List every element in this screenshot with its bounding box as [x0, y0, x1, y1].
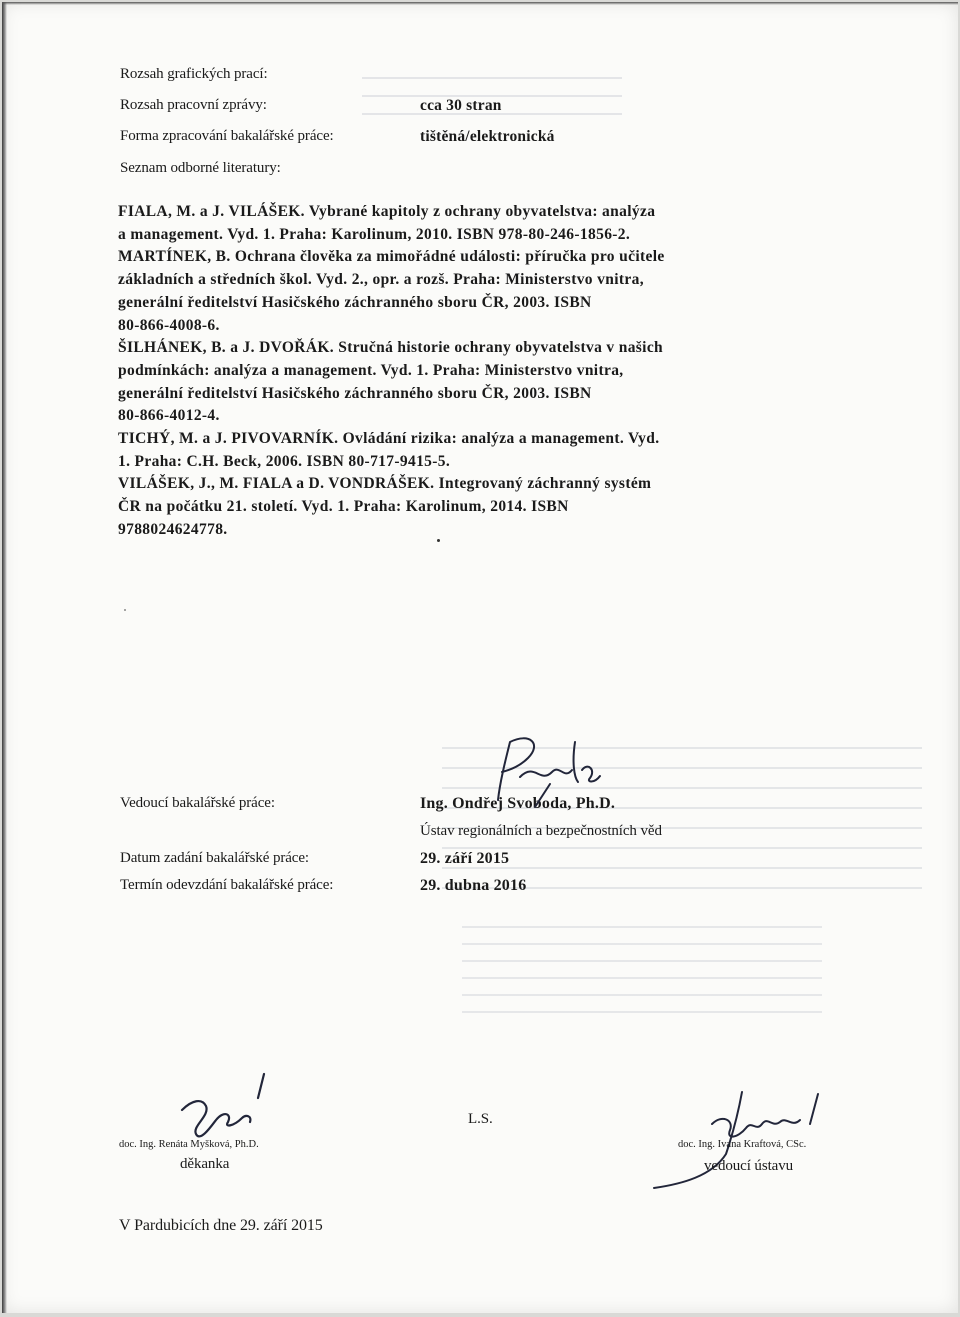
scan-speck — [437, 539, 440, 542]
literature-line: ŠILHÁNEK, B. a J. DVOŘÁK. Stručná historie ochrany obyvatelstva v našich — [118, 339, 664, 357]
literature-line: 80-866-4008-6. — [118, 316, 220, 334]
supervisor-label: Vedoucí bakalářské práce: — [120, 795, 275, 811]
literature-line: generální ředitelství Hasičského záchranného sboru ČR, 2003. ISBN — [118, 293, 592, 311]
head-role: vedoucí ústavu — [704, 1158, 793, 1174]
graphics-scope-label: Rozsah grafických prací: — [120, 66, 268, 82]
literature-line: VILÁŠEK, J., M. FIALA a D. VONDRÁŠEK. Integrovaný záchranný systém — [118, 475, 652, 493]
literature-line: generální ředitelství Hasičského záchranného sboru ČR, 2003. ISBN — [118, 384, 592, 402]
literature-line: 1. Praha: C.H. Beck, 2006. ISBN 80-717-9415-5. — [118, 452, 451, 470]
literature-line: a management. Vyd. 1. Praha: Karolinum, 2010. ISBN 978-80-246-1856-2. — [118, 225, 631, 243]
thesis-form-label: Forma zpracování bakalářské práce: — [120, 128, 334, 144]
literature-line: 9788024624778. — [118, 520, 228, 538]
supervisor-signature — [480, 722, 610, 812]
report-scope-label: Rozsah pracovní zprávy: — [120, 97, 267, 113]
place-and-date: V Pardubicích dne 29. září 2015 — [119, 1217, 323, 1234]
scan-edge — [2, 2, 7, 1313]
head-name: doc. Ing. Ivana Kraftová, CSc. — [678, 1139, 807, 1150]
assigned-date-label: Datum zadání bakalářské práce: — [120, 850, 309, 866]
dean-role: děkanka — [180, 1156, 230, 1172]
supervisor-name: Ing. Ondřej Svoboda, Ph.D. — [420, 795, 616, 812]
literature-label: Seznam odborné literatury: — [120, 160, 281, 176]
literature-line: TICHÝ, M. a J. PIVOVARNÍK. Ovládání rizika: analýza a management. Vyd. — [118, 430, 660, 448]
dean-name: doc. Ing. Renáta Myšková, Ph.D. — [119, 1139, 259, 1150]
literature-line: základních a středních škol. Vyd. 2., opr. a rozš. Praha: Ministerstvo vnitra, — [118, 271, 644, 289]
literature-line: MARTÍNEK, B. Ochrana člověka za mimořádné události: příručka pro učitele — [118, 248, 665, 266]
bleed-through-text — [462, 917, 822, 1027]
thesis-form-value: tištěná/elektronická — [420, 128, 555, 145]
literature-line: FIALA, M. a J. VILÁŠEK. Vybrané kapitoly z ochrany obyvatelstva: analýza — [118, 203, 656, 220]
report-scope-value: cca 30 stran — [420, 97, 502, 114]
due-date-label: Termín odevzdání bakalářské práce: — [120, 877, 334, 893]
document-page — [2, 2, 958, 1313]
literature-line: 80-866-4012-4. — [118, 407, 220, 425]
dean-signature — [172, 1070, 282, 1150]
due-date-value: 29. dubna 2016 — [420, 877, 527, 894]
literature-list — [118, 201, 848, 542]
literature-line: podmínkách: analýza a management. Vyd. 1. Praha: Ministerstvo vnitra, — [118, 361, 624, 379]
scan-speck — [124, 609, 126, 611]
scan-edge-top — [2, 2, 958, 5]
assigned-date-value: 29. září 2015 — [420, 850, 510, 867]
seal-placeholder: L.S. — [468, 1111, 493, 1127]
supervisor-institute: Ústav regionálních a bezpečnostních věd — [420, 823, 662, 839]
literature-line: ČR na počátku 21. století. Vyd. 1. Praha: Karolinum, 2014. ISBN — [118, 498, 569, 516]
